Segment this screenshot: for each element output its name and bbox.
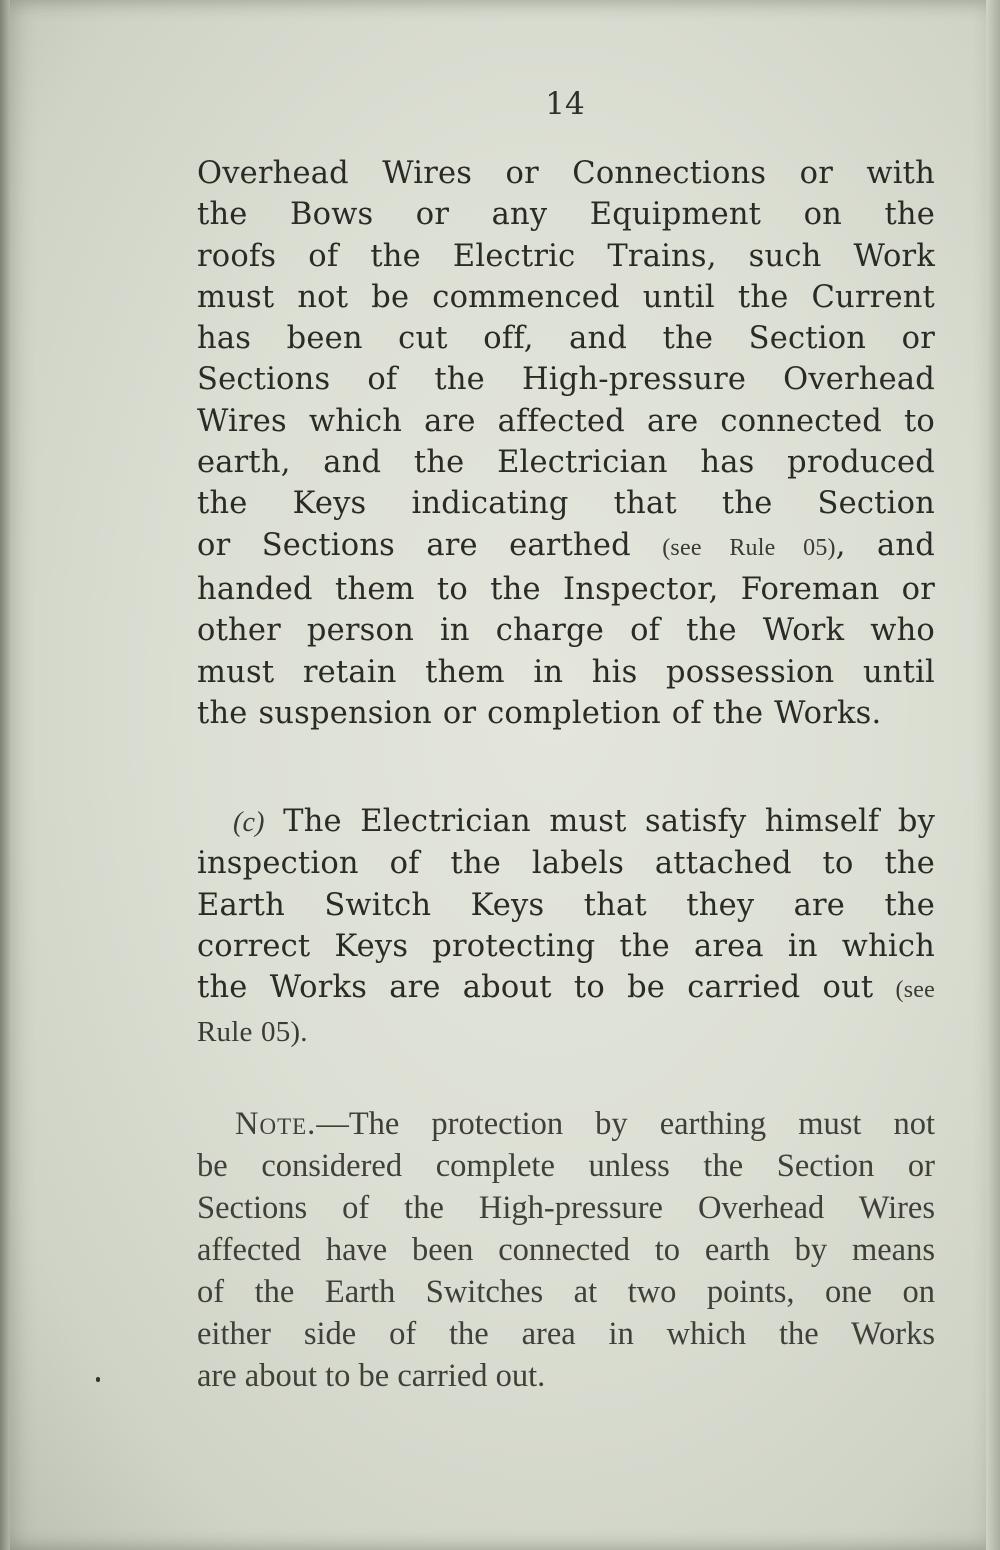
rule-reference: Rule 05).	[197, 1016, 308, 1049]
text-segment: , and	[835, 527, 935, 563]
text-line: must not be commenced until the Current	[197, 279, 935, 315]
text-line: has been cut off, and the Section or	[197, 321, 935, 357]
ink-speck	[96, 1377, 100, 1382]
text-line: Sections of the High-pressure Overhead	[197, 362, 935, 398]
text-line: correct Keys protecting the area in which	[197, 928, 935, 964]
text-line: earth, and the Electrician has produced	[197, 445, 935, 481]
text-line: must retain them in his possession until	[197, 654, 935, 690]
text-line: inspection of the labels attached to the	[197, 846, 935, 882]
rule-reference: (see	[895, 977, 935, 1004]
note-paragraph	[197, 1103, 935, 1397]
text-line: other person in charge of the Work who	[197, 613, 935, 649]
text-segment: the Works are about to be carried out	[197, 970, 874, 1006]
text-line: Sections of the High-pressure Overhead Wires	[197, 1190, 935, 1226]
paragraph-1	[197, 153, 935, 734]
paragraph-c	[197, 801, 935, 1054]
text-segment: or Sections are earthed	[197, 527, 631, 563]
text-line	[197, 1103, 935, 1145]
text-line	[197, 801, 935, 843]
text-line: be considered complete unless the Section or	[197, 1148, 935, 1184]
text-segment: The Electrician must satisfy himself by	[283, 804, 935, 839]
text-line: handed them to the Inspector, Foreman or	[197, 571, 935, 607]
text-line	[197, 1011, 935, 1053]
rule-reference: (see Rule 05)	[662, 534, 836, 561]
text-line: the Keys indicating that the Section	[197, 486, 935, 522]
page-right-edge	[986, 0, 1000, 1550]
page-left-edge	[0, 0, 10, 1550]
text-line: Earth Switch Keys that they are the	[197, 887, 935, 923]
text-line: Overhead Wires or Connections or with	[197, 156, 935, 191]
text-line: affected have been connected to earth by means	[197, 1232, 935, 1268]
text-line: the suspension or completion of the Works.	[197, 695, 882, 731]
page-number: 14	[545, 86, 585, 122]
text-line: roofs of the Electric Trains, such Work	[197, 238, 935, 274]
text-segment: —The protection by earthing must not	[316, 1106, 935, 1142]
text-line: are about to be carried out.	[197, 1358, 546, 1394]
text-line: the Bows or any Equipment on the	[197, 197, 935, 233]
text-line-with-ref	[197, 967, 935, 1011]
text-line-with-ref	[197, 525, 935, 569]
text-line: of the Earth Switches at two points, one on	[197, 1274, 935, 1310]
text-line: Wires which are affected are connected to	[197, 403, 935, 439]
note-label: Note.	[235, 1106, 317, 1142]
text-line: either side of the area in which the Works	[197, 1316, 935, 1352]
clause-label: (c)	[233, 807, 265, 838]
